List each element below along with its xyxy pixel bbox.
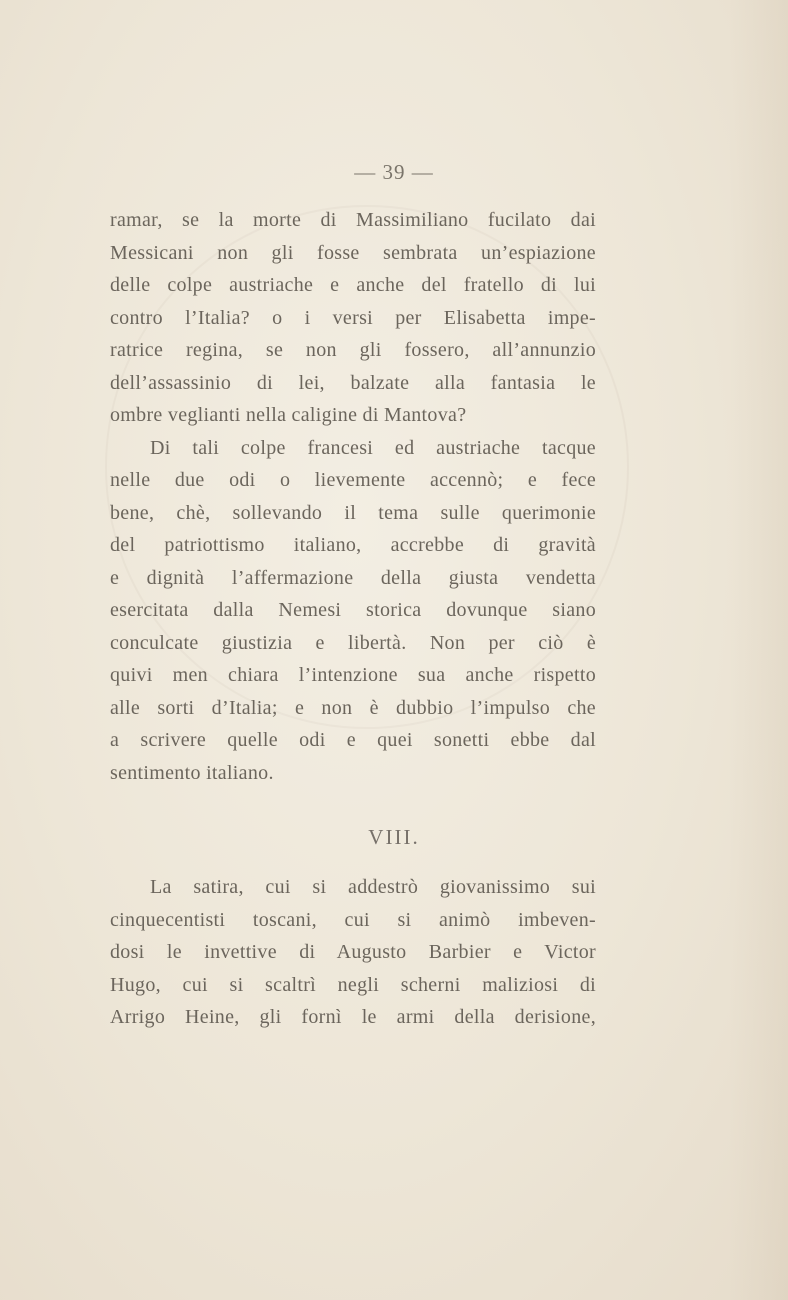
text-line: cinquecentisti toscani, cui si animò imbeven- bbox=[110, 908, 596, 931]
text-block-upper bbox=[110, 204, 596, 789]
text-line: alle sorti d’Italia; e non è dubbio l’impulso che bbox=[110, 696, 596, 719]
text-line: e dignità l’affermazione della giusta vendetta bbox=[110, 566, 596, 589]
text-line: ratrice regina, se non gli fossero, all’annunzio bbox=[110, 339, 596, 361]
text-line: Di tali colpe francesi ed austriache tacque bbox=[150, 436, 596, 459]
text-line: bene, chè, sollevando il tema sulle querimonie bbox=[110, 501, 596, 524]
text-block-lower bbox=[110, 871, 596, 1034]
page-edge-shadow bbox=[728, 0, 788, 1300]
text-line: delle colpe austriache e anche del fratello di lui bbox=[110, 274, 596, 296]
text-line: quivi men chiara l’intenzione sua anche rispetto bbox=[110, 664, 596, 686]
text-line: contro l’Italia? o i versi per Elisabetta impe- bbox=[110, 306, 596, 329]
text-line: sentimento italiano. bbox=[110, 761, 274, 784]
page-number: — 39 — bbox=[354, 160, 434, 184]
text-line: conculcate giustizia e libertà. Non per ciò è bbox=[110, 631, 596, 654]
text-line: Hugo, cui si scaltrì negli scherni maliziosi di bbox=[110, 973, 596, 996]
text-line: esercitata dalla Nemesi storica dovunque siano bbox=[110, 599, 596, 621]
text-line: dell’assassinio di lei, balzate alla fantasia le bbox=[110, 371, 596, 394]
section-heading: VIII. bbox=[368, 825, 420, 849]
text-line: a scrivere quelle odi e quei sonetti ebbe dal bbox=[110, 729, 596, 751]
text-line: nelle due odi o lievemente accennò; e fece bbox=[110, 469, 596, 491]
text-line: ombre veglianti nella caligine di Mantova? bbox=[110, 404, 467, 426]
text-line: Arrigo Heine, gli fornì le armi della derisione, bbox=[110, 1006, 596, 1028]
text-line: del patriottismo italiano, accrebbe di gravità bbox=[110, 534, 596, 556]
text-line: dosi le invettive di Augusto Barbier e Victor bbox=[110, 941, 596, 963]
text-line: ramar, se la morte di Massimiliano fucilato dai bbox=[110, 209, 596, 231]
text-line: Messicani non gli fosse sembrata un’espiazione bbox=[110, 241, 596, 264]
text-line: La satira, cui si addestrò giovanissimo sui bbox=[150, 876, 596, 898]
